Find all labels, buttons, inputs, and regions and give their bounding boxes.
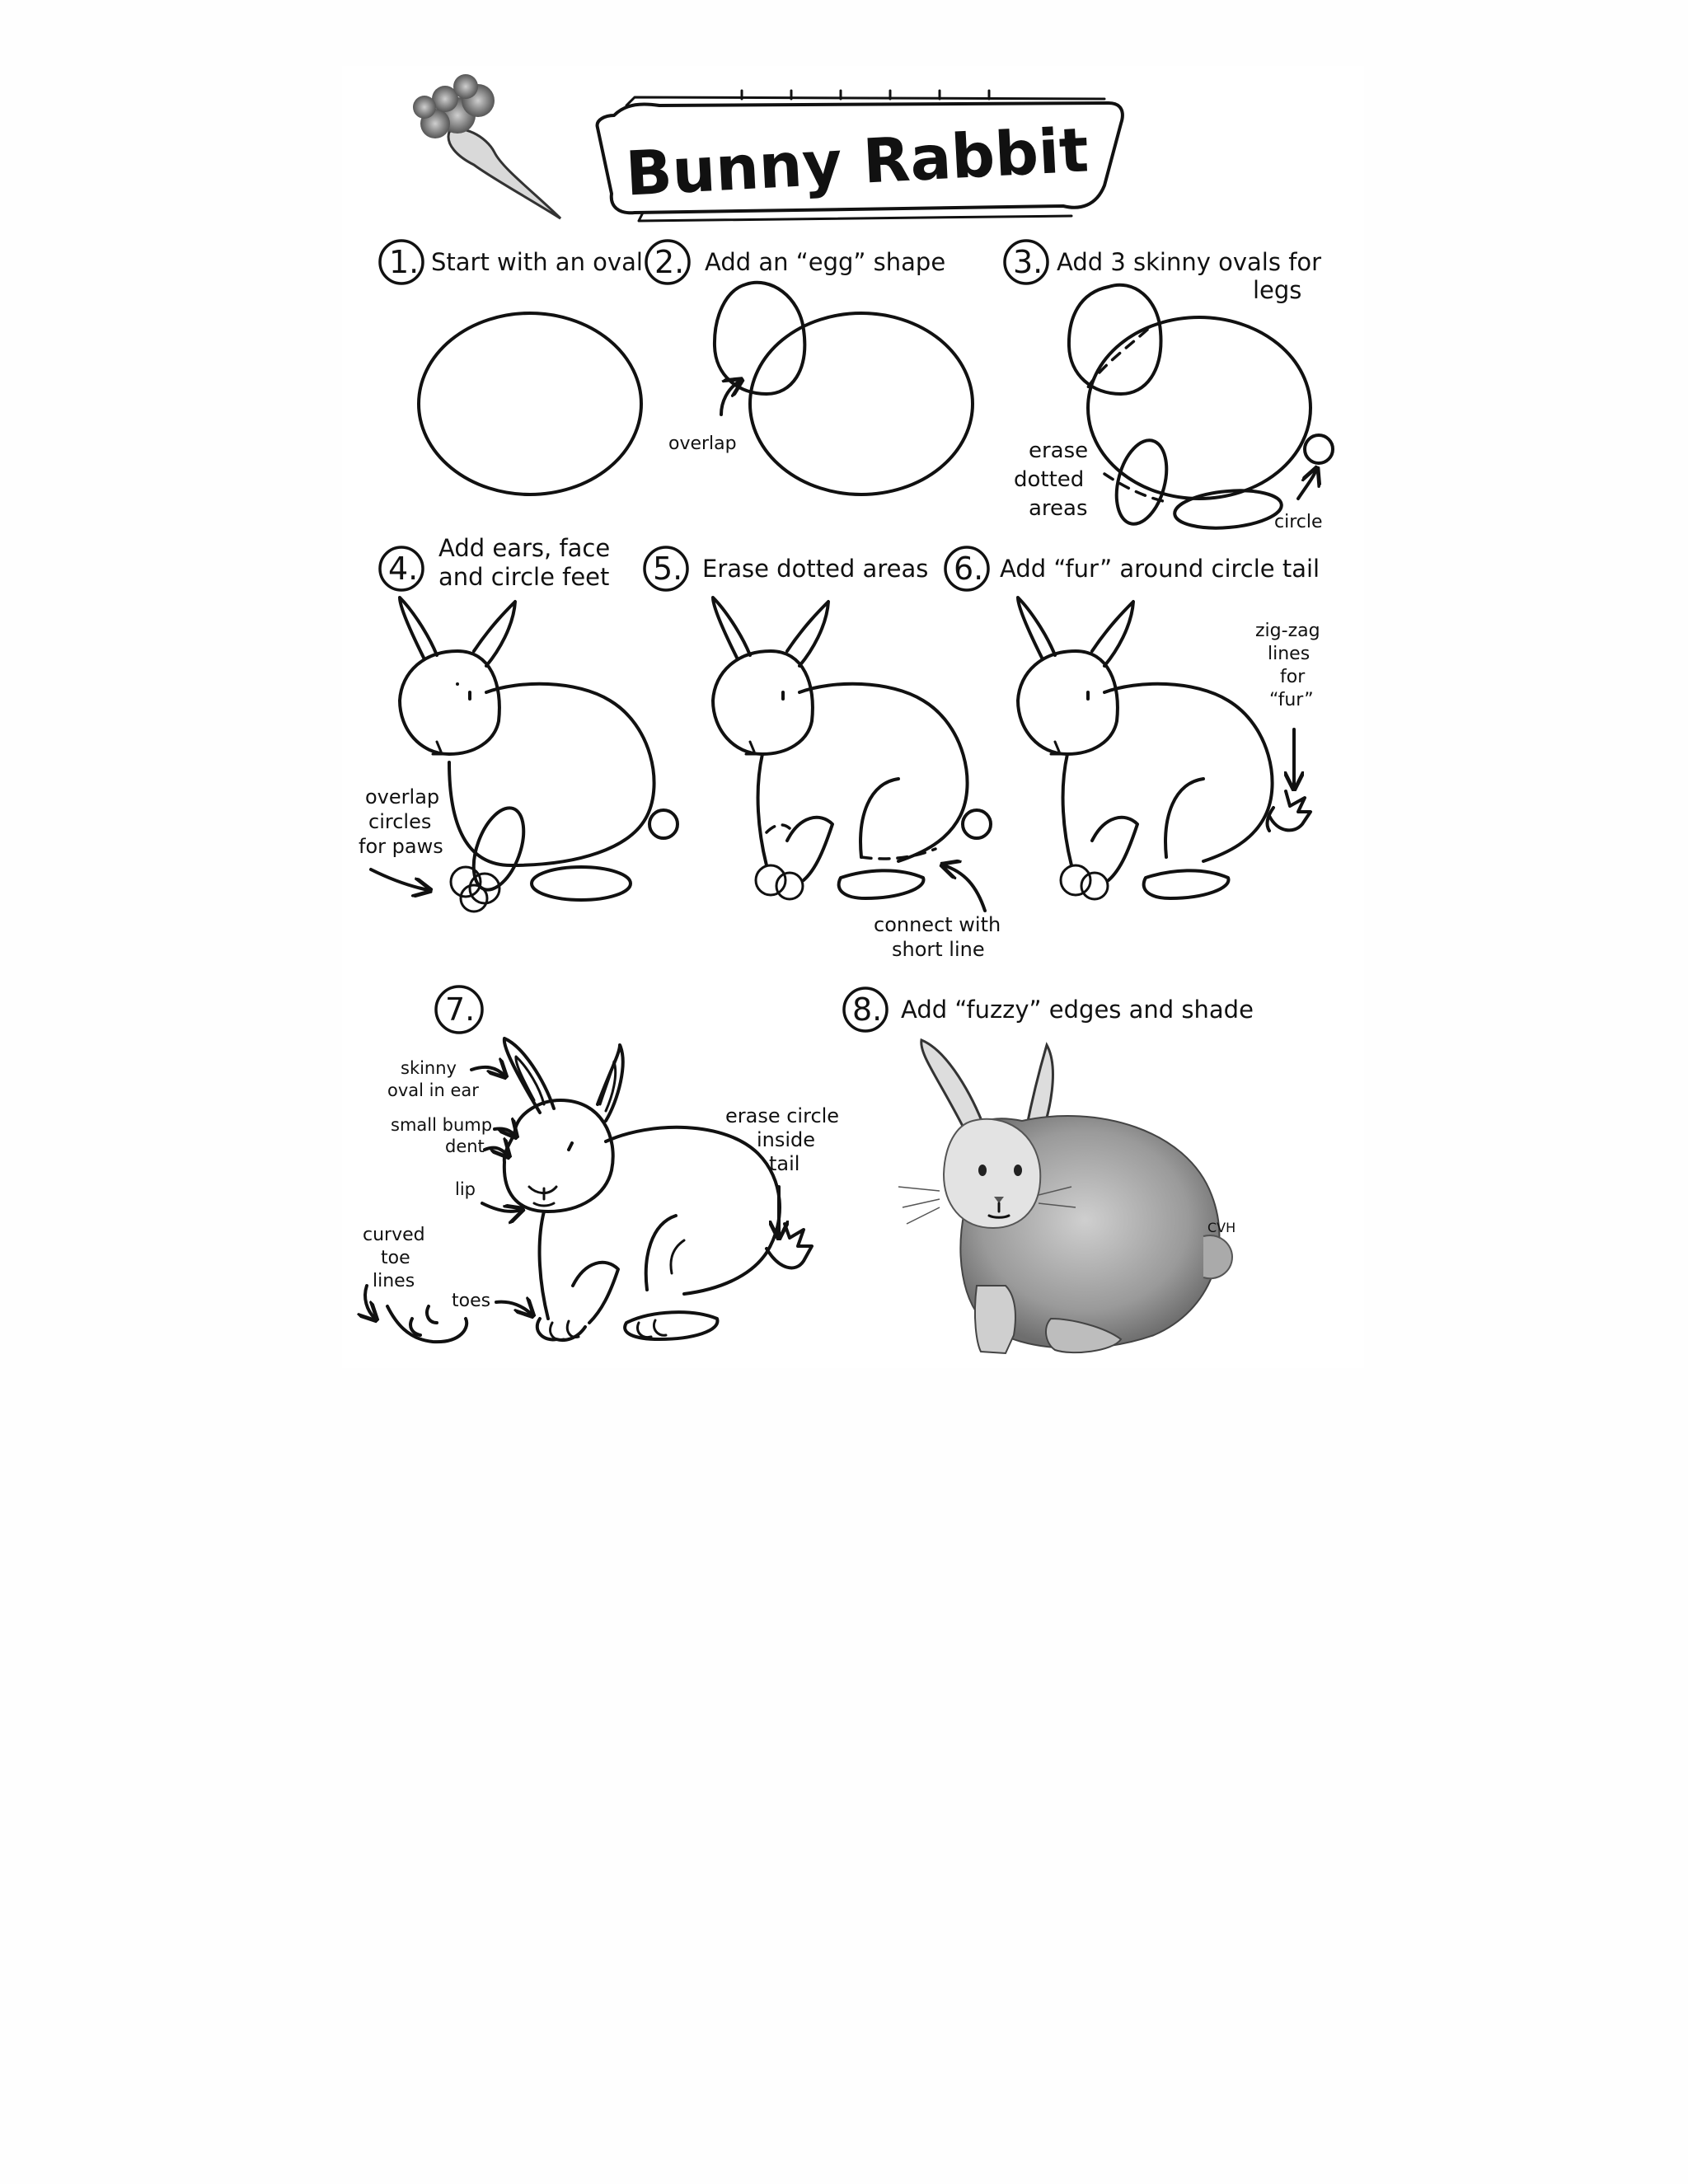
artist-signature: CVH xyxy=(1207,1220,1236,1235)
note-dotted: dotted xyxy=(1014,467,1085,492)
step-text: Start with an oval xyxy=(431,248,643,276)
note-zigzag-1: zig-zag xyxy=(1255,621,1320,641)
note-areas: areas xyxy=(1029,496,1088,521)
step-number: 3. xyxy=(1013,244,1043,280)
note-erase-circle-2: inside xyxy=(757,1128,816,1151)
step-text-line-1: Add 3 skinny ovals for xyxy=(1057,248,1322,276)
step-number: 5. xyxy=(653,551,683,587)
step-text-line-1: Add ears, face xyxy=(438,534,611,562)
note-skinny-2: oval in ear xyxy=(387,1080,479,1100)
step-number: 6. xyxy=(954,551,984,587)
note-lip: lip xyxy=(455,1179,476,1199)
note-overlap-paws-2: circles xyxy=(368,810,432,833)
note-circle: circle xyxy=(1274,512,1323,532)
note-small-bump: small bump xyxy=(391,1115,493,1135)
step-number: 8. xyxy=(852,991,883,1028)
note-curved-3: lines xyxy=(373,1271,415,1291)
step-text: Add an “egg” shape xyxy=(705,248,946,276)
note-overlap-paws-3: for paws xyxy=(359,835,443,858)
step-text: Erase dotted areas xyxy=(702,555,929,583)
step-number: 1. xyxy=(389,244,420,280)
step-number: 2. xyxy=(654,244,685,280)
step-text: Add “fur” around circle tail xyxy=(1000,555,1320,583)
step-text-line-2: and circle feet xyxy=(438,563,610,591)
note-dent: dent xyxy=(445,1137,485,1156)
step-number: 7. xyxy=(445,991,476,1028)
note-erase: erase xyxy=(1029,438,1089,463)
note-connect-1: connect with xyxy=(874,913,1001,936)
note-skinny-1: skinny xyxy=(401,1058,457,1078)
note-erase-circle-1: erase circle xyxy=(725,1104,840,1127)
note-toes: toes xyxy=(452,1291,491,1311)
page-title: Bunny Rabbit xyxy=(623,115,1090,210)
note-erase-circle-3: tail xyxy=(769,1152,800,1175)
note-connect-2: short line xyxy=(892,938,985,961)
note-curved-1: curved xyxy=(363,1225,425,1245)
step-number: 4. xyxy=(388,551,419,587)
note-zigzag-3: for xyxy=(1280,667,1306,687)
note-zigzag-2: lines xyxy=(1268,644,1311,664)
step-text: Add “fuzzy” edges and shade xyxy=(901,996,1254,1024)
note-curved-2: toe xyxy=(381,1248,410,1268)
note-overlap: overlap xyxy=(668,434,737,454)
note-overlap-paws-1: overlap xyxy=(365,785,440,808)
step-text-line-2: legs xyxy=(1253,276,1302,304)
note-zigzag-4: “fur” xyxy=(1269,690,1314,710)
